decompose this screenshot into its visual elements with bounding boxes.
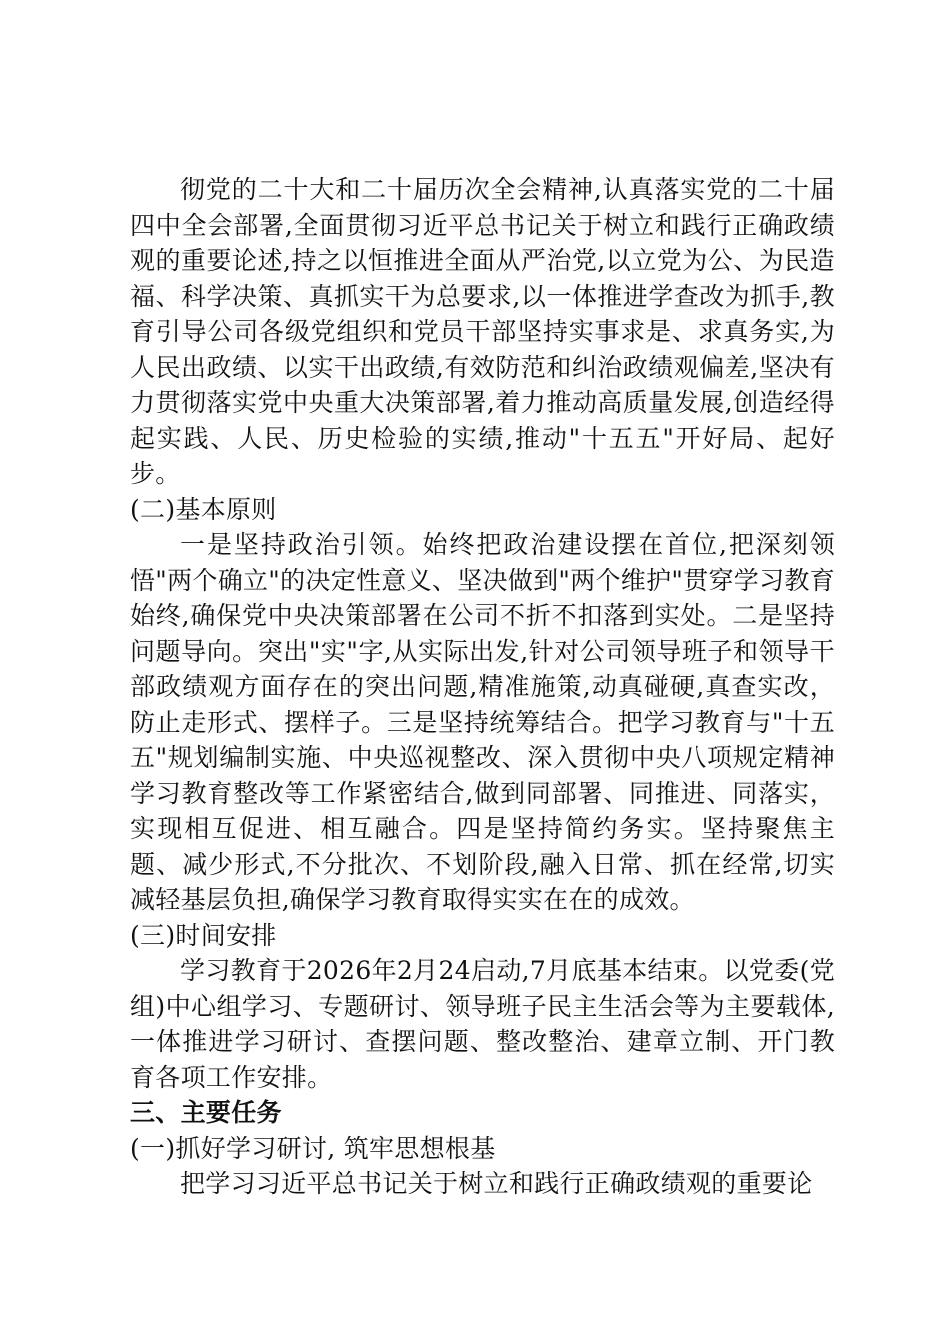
subheading-basic-principles: (二)基本原则 xyxy=(130,494,277,524)
subheading-study: (一)抓好学习研讨, 筑牢思想根基 xyxy=(130,1133,496,1163)
document-body xyxy=(130,172,835,1202)
paragraph-study: 把学习习近平总书记关于树立和践行正确政绩观的重要论 xyxy=(180,1169,813,1198)
paragraph-principles: 一是坚持政治引领。始终把政治建设摆在首位,把深刻领悟"两个确立"的决定性意义、坚决做到"两个维护"贯穿学习教育始终,确保党中央决策部署在公司不折不扣落到实处。二是坚持问题导向。突出"实"字,从实际出发,针对公司领导班子和领导干部政绩观方面存在的突出问题,精准施策,动真碰硬,真查实改，防止走形式、摆样子。三是坚持统筹结合。把学习教育与"十五五"规划编制实施、中央巡视整改、深入贯彻中央八项规定精神学习教育整改等工作紧密结合,做到同部署、同推进、同落实，实现相互促进、相互融合。四是坚持简约务实。坚持聚焦主题、减少形式,不分批次、不划阶段,融入日常、抓在经常,切实减轻基层负担,确保学习教育取得实实在在的成效。 xyxy=(130,530,835,914)
paragraph-party-spirit: 彻党的二十大和二十届历次全会精神,认真落实党的二十届四中全会部署,全面贯彻习近平总书记关于树立和践行正确政绩观的重要论述,持之以恒推进全面从严治党,以立党为公、为民造福、科学决策、真抓实干为总要求,以一体推进学查改为抓手,教育引导公司各级党组织和党员干部坚持实事求是、求真务实,为人民出政绩、以实干出政绩,有效防范和纠治政绩观偏差,坚决有力贯彻落实党中央重大决策部署,着力推动高质量发展,创造经得起实践、人民、历史检验的实绩,推动"十五五"开好局、起好步。 xyxy=(130,175,835,488)
subheading-schedule: (三)时间安排 xyxy=(130,920,277,950)
paragraph-schedule: 学习教育于2026年2月24启动,7月底基本结束。以党委(党组)中心组学习、专题研讨、领导班子民主生活会等为主要载体,一体推进学习研讨、查摆问题、整改整治、建章立制、开门教育各项工作安排。 xyxy=(130,956,835,1092)
heading-main-tasks: 三、主要任务 xyxy=(130,1098,282,1127)
